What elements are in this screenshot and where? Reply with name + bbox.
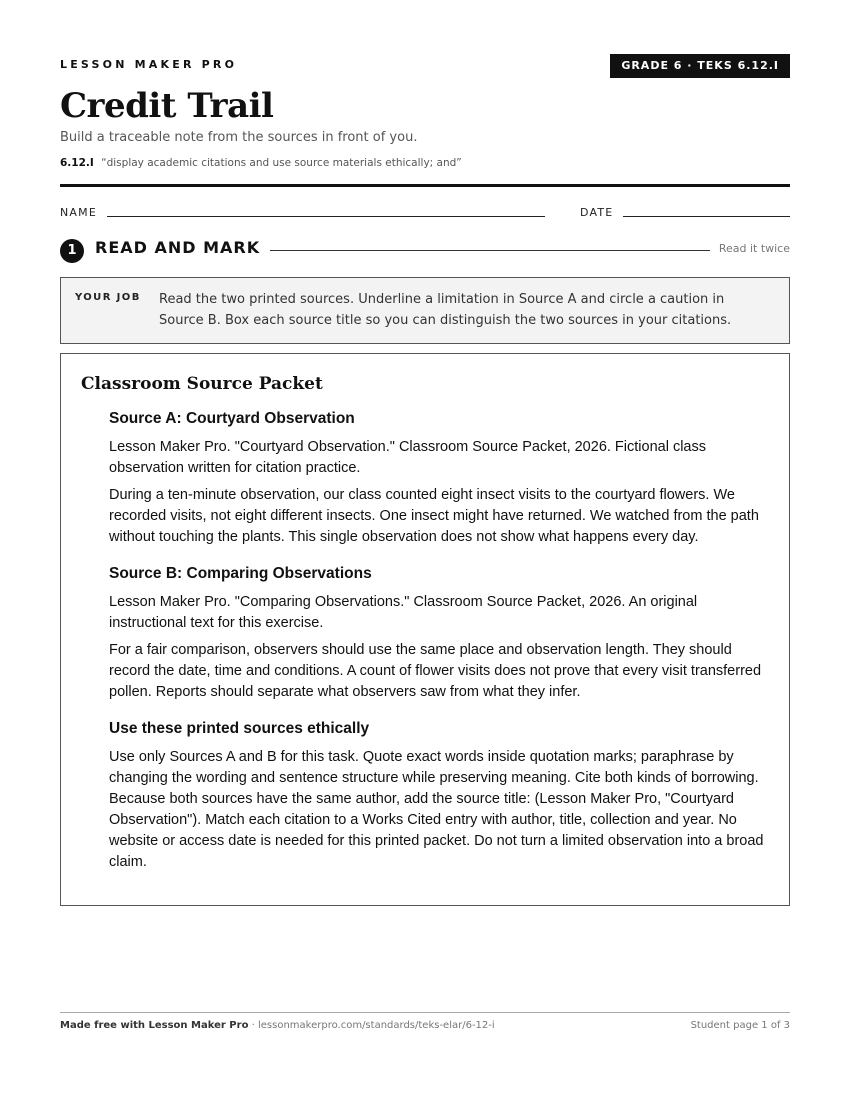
step-note: Read it twice xyxy=(718,242,790,255)
packet-title: Classroom Source Packet xyxy=(81,374,323,394)
name-field[interactable] xyxy=(107,216,545,217)
source-a-citation: Lesson Maker Pro. "Courtyard Observation." Classroom Source Packet, 2026. Fictional class observation written for citation practice. xyxy=(109,439,706,476)
name-label: NAME xyxy=(60,206,97,219)
ethics-heading: Use these printed sources ethically xyxy=(109,720,370,737)
standard-code: 6.12.I xyxy=(60,157,94,169)
source-packet-box xyxy=(60,353,790,906)
footer-made-with: Made free with Lesson Maker Pro xyxy=(60,1020,249,1031)
brand-name: LESSON MAKER PRO xyxy=(60,58,238,71)
your-job-label: YOUR JOB xyxy=(75,292,141,303)
footer-divider xyxy=(60,1012,790,1013)
page-subtitle: Build a traceable note from the sources in front of you. xyxy=(60,130,418,145)
step-divider xyxy=(270,250,710,251)
header-divider xyxy=(60,184,790,187)
footer-page-number: Student page 1 of 3 xyxy=(690,1020,790,1031)
your-job-box xyxy=(60,277,790,344)
ethics-text: Use only Sources A and B for this task. Quote exact words inside quotation marks; paraphrase by changing the wording and sentence structure while preserving meaning. Cite both kinds of borrowing. Because both sources have the same author, add the source title: (Lesson Maker Pro, "Courtyard Observation"). Match each citation to a Works Cited entry with author, title, collection and year. No website or access date is needed for this printed packet. Do not turn a limited observation into a broad claim. xyxy=(109,749,764,870)
source-b-text: For a fair comparison, observers should use the same place and observation length. They should record the date, time and conditions. A count of flower visits does not prove that every visit transferred pollen. Reports should separate what observers saw from what they infer. xyxy=(109,642,762,700)
source-b-citation: Lesson Maker Pro. "Comparing Observations." Classroom Source Packet, 2026. An original instructional text for this exercise. xyxy=(109,594,698,631)
packet-body xyxy=(109,409,774,873)
footer-url: · lessonmakerpro.com/standards/teks-elar/6-12-i xyxy=(248,1020,495,1031)
standard-line xyxy=(60,157,462,169)
step-number-badge: 1 xyxy=(60,239,84,263)
date-field[interactable] xyxy=(623,216,790,217)
date-label: DATE xyxy=(580,206,614,219)
source-a-text: During a ten-minute observation, our class counted eight insect visits to the courtyard flowers. We recorded visits, not eight different insects. One insect might have returned. We watched from the path without touching the plants. This single observation does not show what happens every day. xyxy=(109,487,759,545)
source-a-heading: Source A: Courtyard Observation xyxy=(109,410,355,427)
grade-badge: GRADE 6 · TEKS 6.12.I xyxy=(610,54,790,78)
source-b-heading: Source B: Comparing Observations xyxy=(109,565,372,582)
footer-credit xyxy=(60,1020,495,1031)
page-title: Credit Trail xyxy=(60,86,274,126)
worksheet-page xyxy=(60,0,790,1100)
step-title: READ AND MARK xyxy=(95,238,261,257)
your-job-text: Read the two printed sources. Underline a limitation in Source A and circle a caution in Source B. Box each source title so you can distinguish the two sources in your citations. xyxy=(159,292,732,328)
standard-quote: “display academic citations and use source materials ethically; and” xyxy=(101,157,462,169)
